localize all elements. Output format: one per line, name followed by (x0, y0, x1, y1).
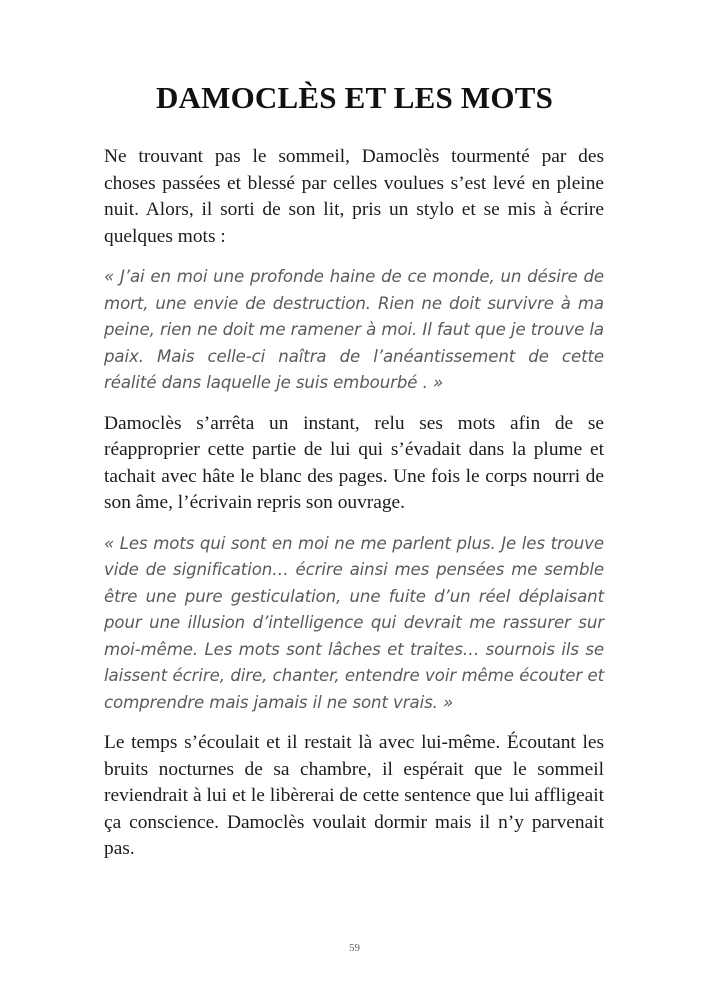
page-number: 59 (349, 942, 360, 954)
page-title: DAMOCLÈS ET LES MOTS (155, 80, 554, 115)
body-text (104, 144, 604, 877)
narrative-paragraph-1: Ne trouvant pas le sommeil, Damoclès tourmenté par des choses passées et blessé par celles voulues s’est levé en pleine nuit. Alors, il sorti de son lit, pris un stylo et se mis à écrire quelques mots : (104, 146, 604, 247)
narrative-paragraph-2: Damoclès s’arrêta un instant, relu ses mots afin de se réapproprier cette partie de lui qui s’évadait dans la plume et tachait avec hâte le blanc des pages. Une fois le corps nourri de son âme, l’écrivain repris son ouvrage. (104, 412, 604, 513)
narrative-paragraph-3: Le temps s’écoulait et il restait là avec lui-même. Écoutant les bruits nocturnes de sa chambre, il espérait que le sommeil reviendrait à lui et le libèrerai de cette sentence que lui affligeait ça conscience. Damoclès voulait dormir mais il n’y parvenait pas. (104, 732, 604, 859)
quote-paragraph-2: « Les mots qui sont en moi ne me parlent plus. Je les trouve vide de signification… écrire ainsi mes pensées me semble être une pure gesticulation, une fuite d’un réel déplaisant pour une illusion d’intelligence qui devrait me rassurer sur moi-même. Les mots sont lâches et traites… sournois ils se laissent écrire, dire, chanter, entendre voir même écouter et comprendre mais jamais il ne sont vrais. » (104, 533, 604, 712)
quote-paragraph-1: « J’ai en moi une profonde haine de ce monde, un désire de mort, une envie de destruction. Rien ne doit survivre à ma peine, rien ne doit me ramener à moi. Il faut que je trouve la paix. Mais celle-ci naîtra de l’anéantissement de cette réalité dans laquelle je suis embourbé . » (104, 267, 604, 392)
